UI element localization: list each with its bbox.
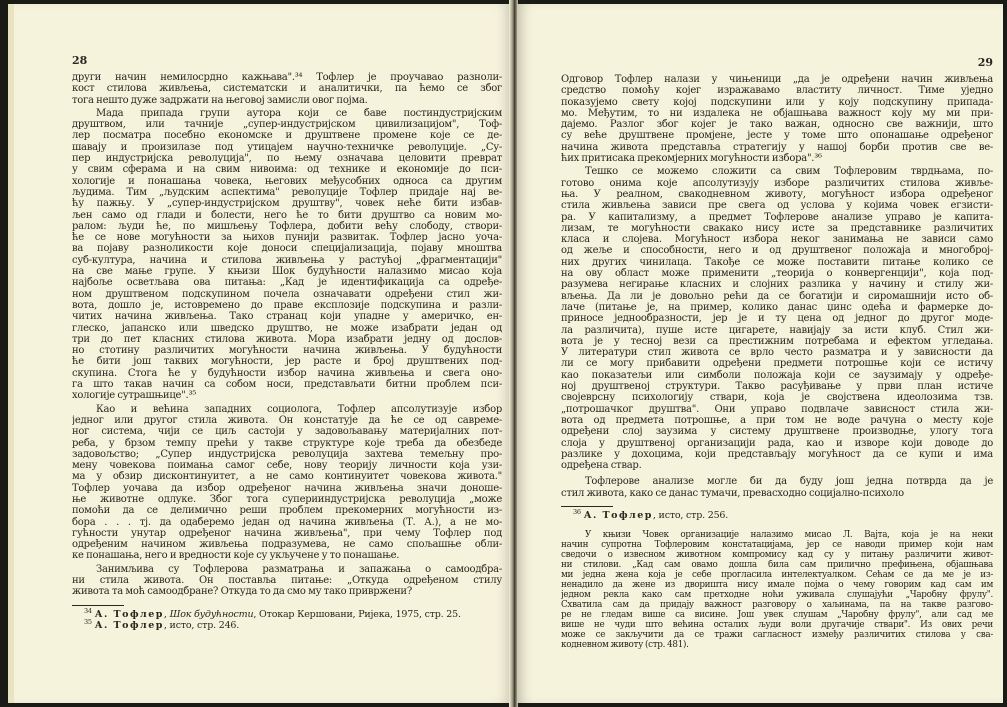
text-line: показујемо свету којој подскупини или у коју подскупину припада- bbox=[561, 96, 993, 108]
footnote-author: А. Тофлер bbox=[94, 619, 164, 631]
text-line: приносе једнообразности, јер је и ту цена од једног до другог моде- bbox=[561, 313, 993, 325]
text-line: Тофлерове анализе могле би да буду још једна потврда да је bbox=[585, 476, 993, 488]
text-line: својеврсну психологију ствари, која је својствена идеолозима тзв. bbox=[561, 392, 993, 404]
footnote-author: А. Тофлер bbox=[583, 509, 653, 521]
text-line: шавају и произилазе под утицајем научно-техничке револуције. „Су- bbox=[72, 141, 502, 153]
note-line: сведочи о извесном животном компромису кад су у питању различити живот- bbox=[561, 549, 993, 560]
right-page bbox=[517, 4, 1003, 703]
text-line: у свим сферама и на свим нивоима: од технике и економије до пси- bbox=[72, 164, 502, 176]
text-line: од жеље и способности, него и од друштвеног положаја и многоброј- bbox=[561, 245, 993, 257]
text-line: слоја у друштвеној организацији рада, као и изворе који доводе до bbox=[561, 437, 993, 449]
text-line: начина живота представља стратегију у нашој борби против све ве- bbox=[561, 141, 993, 153]
text-line: стила живљења зависи пре свега од услова у којима човек егзисти- bbox=[561, 200, 993, 212]
text-line: глеско, јапанско или шведско друштво, не може изабрати један од bbox=[72, 322, 502, 334]
text-line: реба, у брзом темпу прећи у такве структуре које треба да обезбеде bbox=[72, 437, 502, 449]
footnote-number: 35 bbox=[84, 617, 92, 626]
body-text bbox=[561, 74, 993, 499]
footnote-number: 36 bbox=[573, 507, 581, 516]
text-line: лаче (питање је, на пример, колико данас џинс одећа и фармерке до- bbox=[561, 301, 993, 313]
text-line: ног система, чији се циљ састоји у задовољавању материјалних пот- bbox=[72, 426, 502, 438]
paragraph bbox=[72, 72, 502, 106]
text-line: ке понашања, него и вредности које су укључене у то понашање. bbox=[72, 550, 400, 562]
text-line: У литератури стил живота се врло често разматра и у зависности да bbox=[561, 347, 993, 359]
footnote-rest: , исто, стр. 246. bbox=[163, 619, 240, 631]
text-line: вота, дошло је, истовремено до праве експлозије подскупина и разли- bbox=[72, 299, 502, 311]
text-line: љен само од глади и болести, него ће то бити друштво са новим мо- bbox=[72, 209, 502, 221]
text-line: задовољство; „Супер индустријска револуција захтева темељну про- bbox=[72, 448, 502, 460]
page-number: 29 bbox=[977, 56, 993, 69]
footnote-rule bbox=[561, 506, 613, 507]
text-line: други начин немилосрдно кажњава".³⁴ Тофлер је проучавао разноли- bbox=[72, 72, 502, 83]
text-line: Одговор Тофлер налази у чињеници „да је одређени начин живљења bbox=[561, 74, 993, 85]
text-line: ној друштвеној структури. Такво расуђивање у први план истиче bbox=[561, 381, 993, 393]
note-line: једном рекла како сам претходне ноћи уживала слушајући „Чаробну фрулу". bbox=[561, 589, 993, 600]
footnote-rest: , исто, стр. 256. bbox=[652, 509, 729, 521]
text-line: ла различита), пуше исте цигарете, навијају за исти клуб. Стил жи- bbox=[561, 324, 993, 336]
text-line: мо. Међутим, то ни издалека не објашњава важност коју му ми при- bbox=[561, 107, 993, 119]
text-line: ће бити још таквих могућности, јер расте и број друштвених под- bbox=[72, 356, 502, 368]
text-line: одређеним начином живљења подразумева, не само спољашње обли- bbox=[72, 539, 502, 551]
footnote: $^{34}$ А. Тофлер, Шок будућности, Отокар Кершовани, Ријека, 1975, стр. 25. bbox=[84, 606, 461, 620]
text-line: ња. У реалном, свакодневном животу, могућност избора одређеног bbox=[561, 188, 993, 200]
text-line: читих начина живљења. Тако странац који упадне у америчко, ен- bbox=[72, 311, 502, 323]
text-line: них других чинилаца. Такође се може поставити питање колико се bbox=[561, 256, 993, 268]
note-line: ми једна жена која је себе прогласила интелектуалком. Сећам се да ме је из- bbox=[561, 569, 993, 580]
text-line: кост стилова живљења, систематски и аналитички, па ћемо се због bbox=[72, 83, 502, 95]
note-line: ненадило да жене из дворишта нису имале појма о чему говорим кад сам им bbox=[561, 579, 993, 590]
footnote-note bbox=[561, 530, 993, 650]
text-line: готово онима које апсолутизују изборе различитих стилова живље- bbox=[561, 177, 993, 189]
body-text bbox=[72, 72, 502, 598]
text-line: једног или другог стила живота. Он констатује да ће се од савреме- bbox=[72, 414, 502, 426]
text-line: ра. У капитализму, а предмет Тофлерове анализе управо је капита- bbox=[561, 211, 993, 223]
text-line: ње животне одлуке. Због тога суперииндустријска револуција „може bbox=[72, 493, 502, 505]
text-line: живота та моћ самоодбране? Откуда то да смо му тако привржени? bbox=[72, 586, 412, 598]
footnotes bbox=[72, 606, 502, 631]
right-column bbox=[561, 56, 993, 650]
text-line: Тофлер уочава да избор одређеног начина живљења значи доноше- bbox=[72, 482, 502, 494]
page-number: 28 bbox=[72, 54, 88, 67]
text-line: ће се нове могућности за њихов пунији развитак. Тофлер јасно уоча- bbox=[72, 232, 502, 244]
text-line: су веће друштвене промјене, јесте у томе што опонашање одређеног bbox=[561, 130, 993, 142]
footnotes bbox=[561, 507, 993, 521]
text-line: ни стила живота. Он поставља питање: „Откуда одређеном стилу bbox=[72, 575, 502, 587]
footnote bbox=[84, 617, 502, 631]
text-line: одређени слој заузима у систему друштвене производње, улогу тога bbox=[561, 426, 993, 438]
text-line: на ову област може применити „теорија о конвергенцији", која под- bbox=[561, 268, 993, 280]
footnote-number: 34 bbox=[84, 606, 92, 615]
text-line: три до пет класних стилова живота. Мора изабрати једну од дослов- bbox=[72, 333, 502, 345]
paragraph bbox=[72, 404, 502, 562]
paragraph bbox=[72, 108, 502, 402]
text-line: ва појаву разноликости које доноси специјализација, појаву мноштва bbox=[72, 243, 502, 255]
text-line: „потрошачког друштва". Они управо подвлаче зависност стила жи- bbox=[561, 403, 993, 415]
text-line: лизам, те могућности свакако нису исте за представнике различитих bbox=[561, 222, 993, 234]
text-line: Мада припада групи аутора који се баве постиндустријским bbox=[96, 107, 502, 119]
text-line: разлике у дохоцима, који представљају могућност да се купи и има bbox=[561, 448, 993, 460]
text-line: људима. Тим „људским аспектима" револуције Тофлер придаје нај ве- bbox=[72, 186, 502, 198]
text-line: стил живота, како се данас тумачи, превасходно социјално-психоло bbox=[561, 487, 904, 499]
text-line: гућности унутар одређеног начина живљења", при чему Тофлер под bbox=[72, 527, 502, 539]
text-line: ном друштвеном подскупином почела означавати одређени стил жи- bbox=[72, 288, 502, 300]
left-column bbox=[72, 54, 502, 631]
note-line: кодневном животу (стр. 481). bbox=[561, 639, 689, 650]
footnote-rest: , Отокар Кершовани, Ријека, 1975, стр. 25. bbox=[253, 608, 461, 620]
text-line: ли се могу прибавити одређени предмети потрошње који се истичу bbox=[561, 358, 993, 370]
footnote bbox=[573, 507, 993, 521]
paragraph bbox=[561, 166, 993, 471]
text-line: на све мање групе. У књизи Шок будућности налазимо мисао која bbox=[72, 266, 502, 278]
text-line: Као и већина западних социолога, Тофлер апсолутизује избор bbox=[96, 403, 502, 415]
text-line: дајемо. Разлог због којег је тако важан, односно све важнији, што bbox=[561, 119, 993, 131]
note-line: Схватила сам да придају важност разговору о хаљинама, па на такве разгово- bbox=[561, 599, 993, 610]
paragraph bbox=[561, 476, 993, 499]
text-line: пер индустријска револуција", по њему означава целовити преврат bbox=[72, 153, 502, 165]
text-line: ћих притисака прекомјерних могућности избора".³⁶ bbox=[561, 153, 822, 165]
note-line: више не чуди што већина осталих људи воли другачије ствари". Из ових речи bbox=[561, 619, 993, 630]
text-line: ма у обзир дисконтинуитет, а не само континуитет човекова живота." bbox=[72, 471, 502, 483]
text-line: га што такав начин са собом носи, представљати битни проблем пси- bbox=[72, 379, 502, 391]
note-line: ни стилови. „Кад сам овамо дошла била сам прилично префињена, објашњава bbox=[561, 559, 993, 570]
text-line: хологије и понашања човека, његових међусобних односа са другим bbox=[72, 175, 502, 187]
text-line: суб-култура, начина и стилова живљења у растућој „фрагментацији" bbox=[72, 254, 502, 266]
text-line: лер посматра посебно економске и друштвене промене које се де- bbox=[72, 130, 502, 142]
text-line: најбоље осветљава ова питања: „Кад је идентификација са одређе- bbox=[72, 277, 502, 289]
text-line: разумева негирање класних и слојних разлика у начину и стилу жи- bbox=[561, 279, 993, 291]
text-line: вота је у тесној вези са престижним потребама и ефектом угледања. bbox=[561, 335, 993, 347]
text-line: одређена ствар. bbox=[561, 460, 642, 472]
note-line: У књизи Човек организације налазимо мисао Л. Вајта, која је на неки bbox=[585, 529, 993, 540]
text-line: мену човекова поимања самог себе, нову теорију личности која узи- bbox=[72, 460, 502, 472]
text-line: но стотину различитих могућности начина живљења. У будућности bbox=[72, 345, 502, 357]
note-line: начин супротна Тофлеровим констатацијама, јер се наводи пример који нам bbox=[561, 539, 993, 550]
footnote-title: Шок будућности bbox=[169, 608, 254, 620]
paragraph bbox=[72, 564, 502, 598]
text-line: вота од предмета потрошње, а при том не воде рачуна о месту које bbox=[561, 414, 993, 426]
text-line: хологије сутрашњице".³⁵ bbox=[72, 390, 196, 402]
footnote-rule bbox=[72, 605, 124, 606]
text-line: Занимљива су Тофлерова разматрања и запажања о самоодбра- bbox=[96, 563, 502, 575]
text-line: помоћи да се делимично реши проблем прекомерних могућности из- bbox=[72, 505, 502, 517]
paragraph bbox=[561, 74, 993, 164]
note-line: ре не гледам више са висине. Још увек слушам „Чаробну фрулу", али сад ме bbox=[561, 609, 993, 620]
text-line: скупина. Стога ће у будућности избор начина живљења и свега оно- bbox=[72, 367, 502, 379]
text-line: као показатељи или симболи положаја који се заузимају у одређе- bbox=[561, 369, 993, 381]
text-line: тога нешто дуже задржати на његовој замисли овог појма. bbox=[72, 94, 368, 106]
text-line: бора . . . тј. да одаберемо један од начина живљења (Т. А.), а не мо- bbox=[72, 516, 502, 528]
text-line: Тешко се можемо сложити са свим Тофлеровим тврдњама, по- bbox=[585, 166, 993, 178]
left-page bbox=[8, 4, 511, 703]
text-line: средство помоћу којег изражавамо властиту личност. Тиме уједно bbox=[561, 85, 993, 97]
note-paragraph bbox=[561, 530, 993, 650]
footnote-author: А. Тофлер bbox=[94, 608, 164, 620]
text-line: вљења. Да ли је довољно рећи да се богатији и сиромашнији исто об- bbox=[561, 290, 993, 302]
text-line: класа и слојева. Могућност избора неког занимања не зависи само bbox=[561, 234, 993, 246]
text-line: ралом: људи ће, по мишљењу Тофлера, добити већу слободу, створи- bbox=[72, 220, 502, 232]
note-line: може се закључити да се тражи сагласност између различитих стилова у сва- bbox=[561, 629, 993, 640]
text-line: друштвом, или тачније „супер-индустријском цивилизацијом", Тоф- bbox=[72, 119, 502, 131]
text-line: ћу пажњу. У „супер-индустријском друштву", човек неће бити избав- bbox=[72, 198, 502, 210]
